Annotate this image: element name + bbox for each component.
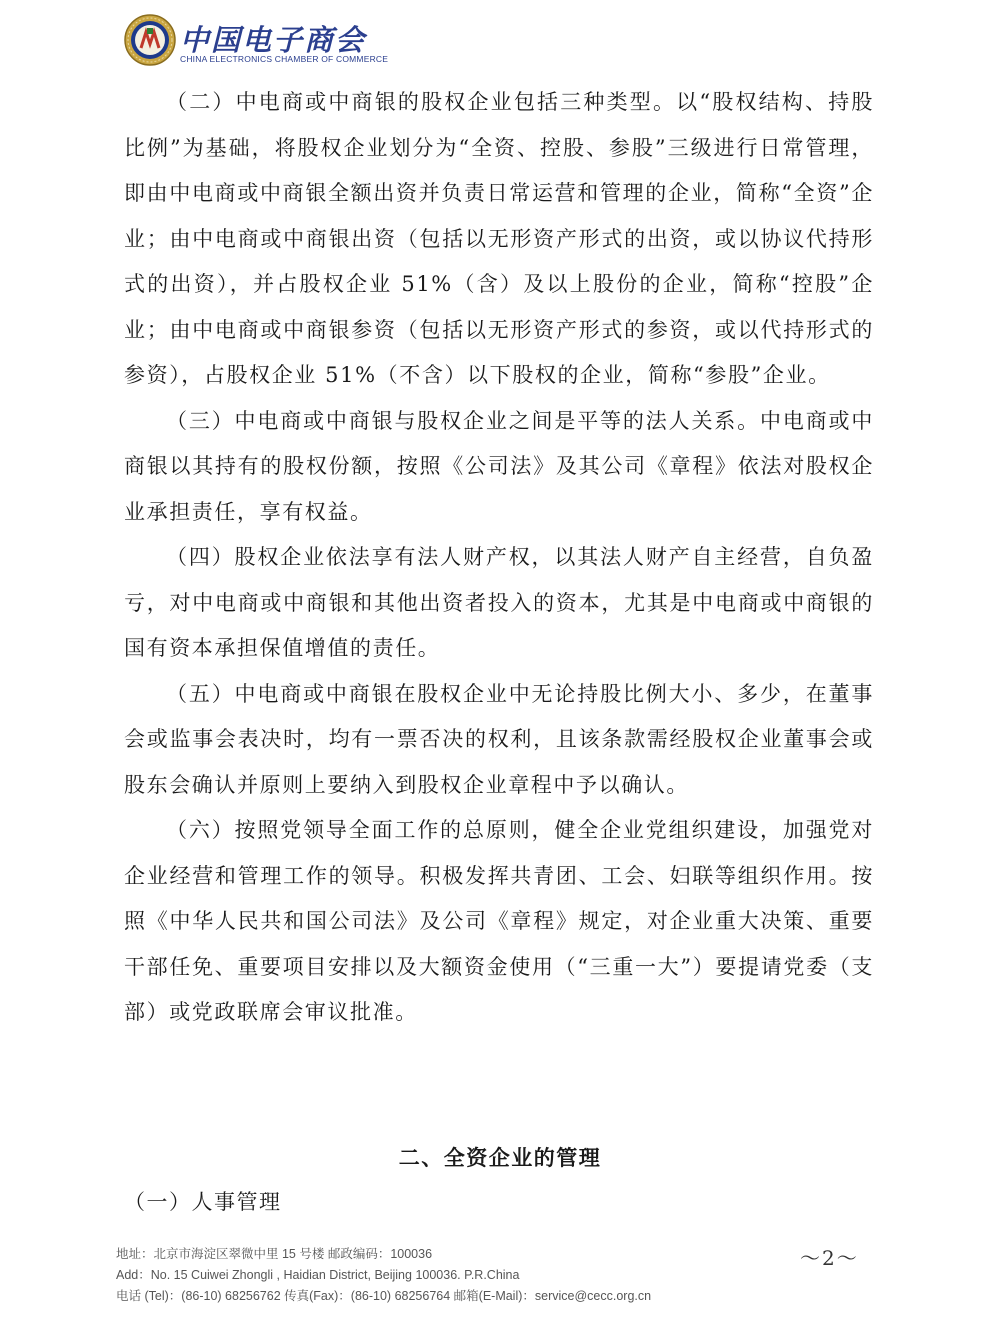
paragraph-3: （三）中电商或中商银与股权企业之间是平等的法人关系。中电商或中商银以其持有的股权份额，按照《公司法》及其公司《章程》依法对股权企业承担责任，享有权益。 bbox=[124, 408, 874, 524]
org-name-cn: 中国电子商会 bbox=[180, 23, 367, 57]
header-logo bbox=[122, 14, 389, 70]
section-title: 二、全资企业的管理 bbox=[398, 1146, 602, 1170]
paragraph-2: （二）中电商或中商银的股权企业包括三种类型。以“股权结构、持股比例”为基础，将股权企业划分为“全资、控股、参股”三级进行日常管理，即由中电商或中商银全额出资并负责日常运营和管理的企业，简称“全资”企业；由中电商或中商银出资（包括以无形资产形式的出资，或以协议代持形式的出资），并占股权企业 51%（含）及以上股份的企业，简称“控股”企业；由中电商或中商银参资（包括以无形资产形式的参资，或以代持形式的参资），占股权企业 51%（不含）以下股权的企业，简称“参股”企业。 bbox=[124, 90, 874, 387]
subsection-title: （一）人事管理 bbox=[124, 1190, 282, 1214]
page-number: ～2～ bbox=[800, 1246, 859, 1270]
cecc-emblem-icon bbox=[124, 14, 176, 66]
org-name-en: CHINA ELECTRONICS CHAMBER OF COMMERCE bbox=[180, 54, 389, 64]
paragraph-4: （四）股权企业依法享有法人财产权，以其法人财产自主经营，自负盈亏，对中电商或中商银和其他出资者投入的资本，尤其是中电商或中商银的国有资本承担保值增值的责任。 bbox=[124, 545, 874, 660]
paragraph-6: （六）按照党领导全面工作的总原则，健全企业党组织建设，加强党对企业经营和管理工作的领导。积极发挥共青团、工会、妇联等组织作用。按照《中华人民共和国公司法》及公司《章程》规定，对企业重大决策、重要干部任免、重要项目安排以及大额资金使用（“三重一大”）要提请党委（支部）或党政联席会审议批准。 bbox=[124, 818, 874, 1024]
paragraph-5: （五）中电商或中商银在股权企业中无论持股比例大小、多少，在董事会或监事会表决时，均有一票否决的权利，且该条款需经股权企业董事会或股东会确认并原则上要纳入到股权企业章程中予以确认。 bbox=[124, 681, 874, 797]
footer-address-cn: 地址：北京市海淀区翠微中里 15 号楼 邮政编码：100036 bbox=[116, 1247, 433, 1261]
document-body bbox=[124, 80, 874, 1036]
footer-contact: 电话 (Tel)：(86-10) 68256762 传真(Fax)：(86-10) 68256764 邮箱(E-Mail)：service@cecc.org.cn bbox=[116, 1289, 652, 1303]
footer bbox=[116, 1244, 876, 1307]
footer-address-en: Add：No. 15 Cuiwei Zhongli , Haidian District, Beijing 100036. P.R.China bbox=[116, 1268, 520, 1282]
